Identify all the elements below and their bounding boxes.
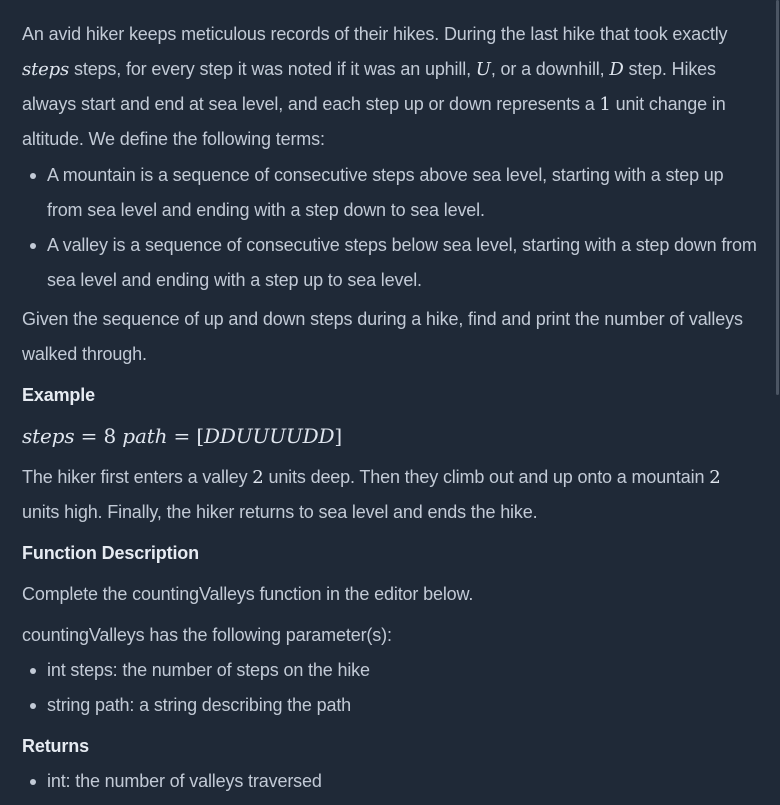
example-explanation: The hiker first enters a valley 2 units deep. Then they climb out and up onto a mountain 2 units high. Finally, the hiker returns to sea level and ends the hike. [22,467,721,522]
parameter-path: string path: a string describing the path [22,688,760,723]
parameters-list [22,653,760,723]
downhill-variable: D [609,59,624,80]
formula-steps-var: steps [22,424,75,448]
intro-text-1: An avid hiker keeps meticulous records of their hikes. During the last hike that took exactly [22,24,728,44]
intro-paragraph [22,17,760,157]
intro-text-3: , or a downhill, [490,59,610,79]
task-paragraph: Given the sequence of up and down steps during a hike, find and print the number of valleys walked through. [22,309,743,364]
example-heading: Example [22,385,95,405]
example-formula: steps = 8 path = [DDUUUUDD] [22,424,343,448]
problem-statement [22,17,760,799]
uphill-variable: U [475,59,491,80]
definition-valley: A valley is a sequence of consecutive steps below sea level, starting with a step down from sea level and ending with a step up to sea level. [22,228,760,298]
parameter-steps: int steps: the number of steps on the hike [22,653,760,688]
unit-one: 1 [599,94,611,115]
mountain-height: 2 [709,467,721,488]
valley-depth: 2 [252,467,264,488]
function-description-text: Complete the countingValleys function in the editor below. [22,584,474,604]
returns-heading: Returns [22,736,89,756]
parameters-intro: countingValleys has the following parameter(s): [22,625,392,645]
definitions-list [22,158,760,298]
intro-text-2: steps, for every step it was noted if it was an uphill, [69,59,476,79]
function-description-heading: Function Description [22,543,200,563]
formula-steps-value: 8 [103,424,117,448]
intro-text-4: step. Hikes always start and end at sea level, and each step up or down represents a [22,59,716,114]
definition-mountain: A mountain is a sequence of consecutive steps above sea level, starting with a step up from sea level and ending with a step down to sea level. [22,158,760,228]
returns-list [22,764,760,799]
steps-variable: steps [22,59,70,80]
return-value: int: the number of valleys traversed [22,764,760,799]
scrollbar-thumb[interactable] [776,0,779,395]
intro-text-5: unit change in altitude. We define the following terms: [22,94,726,149]
formula-path-value: DDUUUUDD [204,424,335,448]
formula-path-var: path [122,424,168,448]
